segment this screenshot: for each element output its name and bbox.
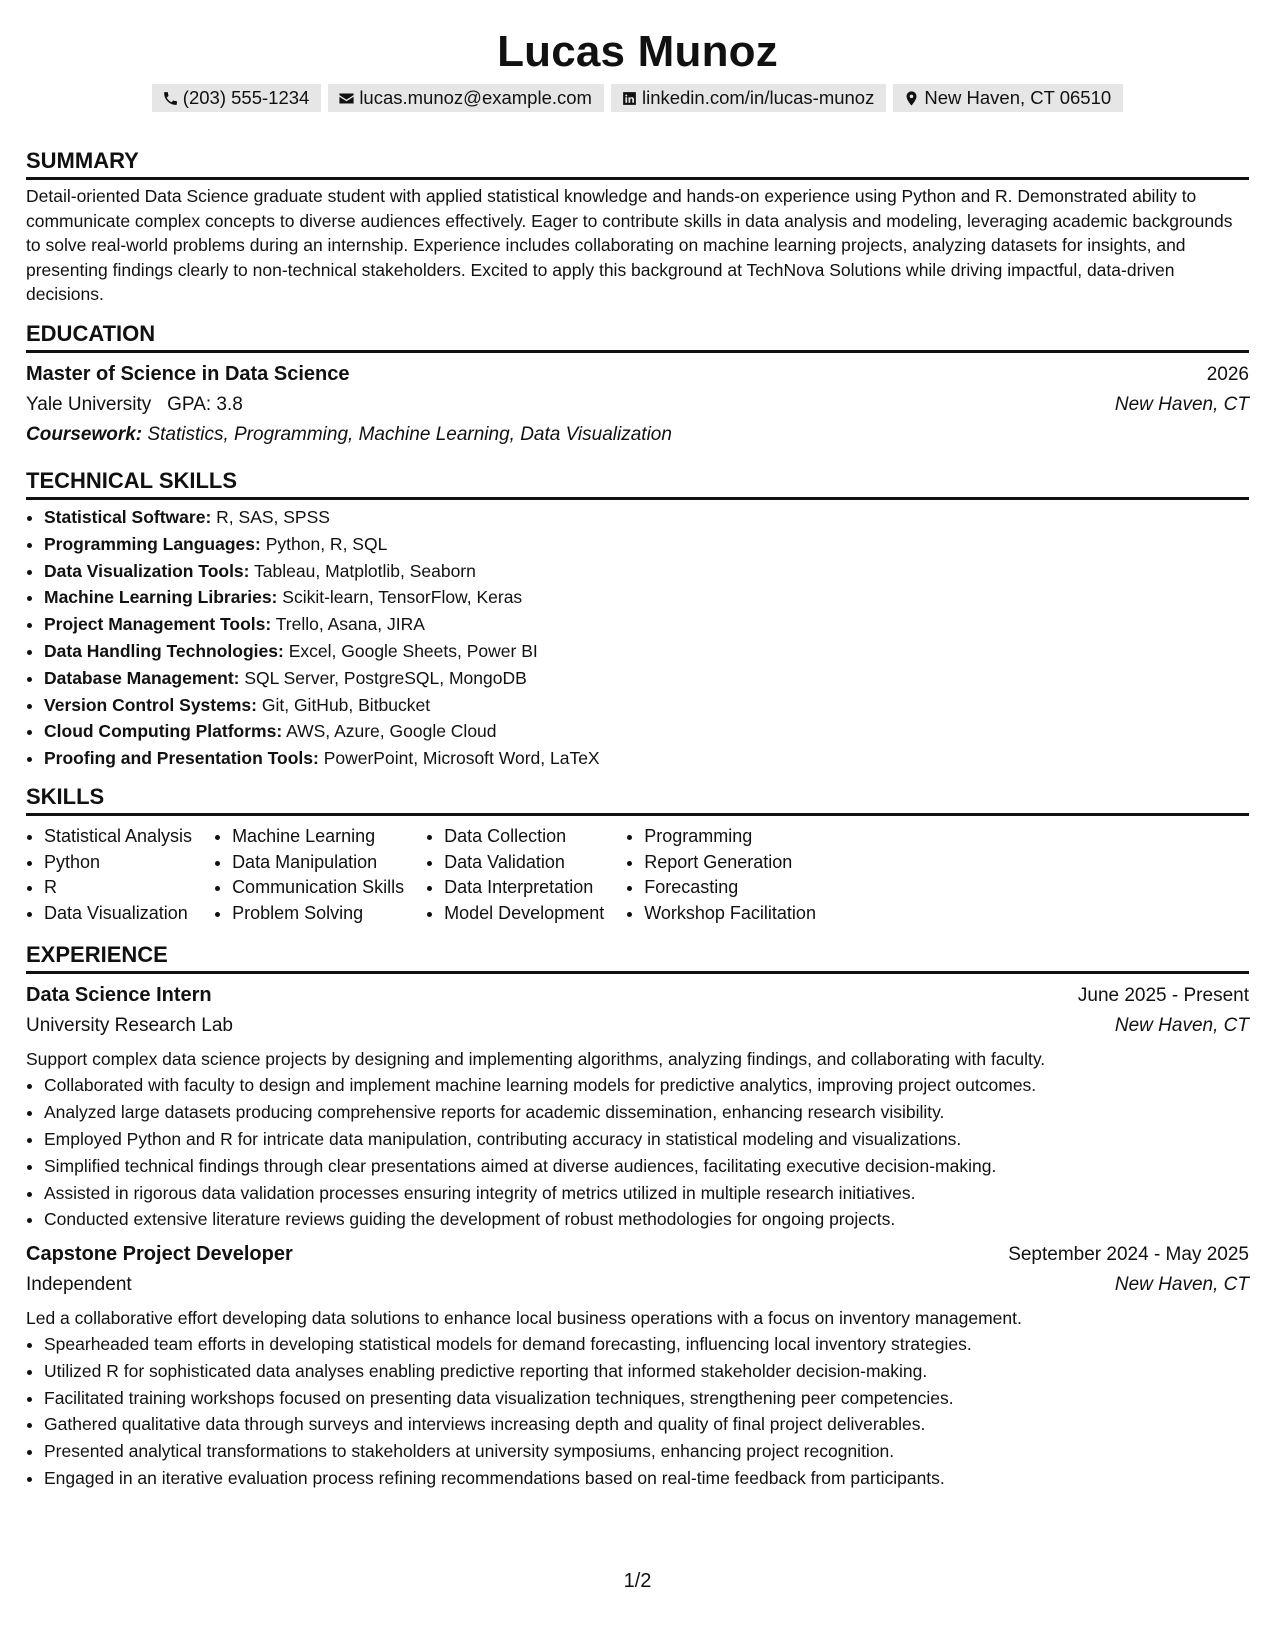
coursework-list: Statistics, Programming, Machine Learning, Data Visualization xyxy=(147,423,672,445)
list-item: • Forecasting xyxy=(644,875,816,901)
list-item: • R xyxy=(44,875,192,901)
list-item: • Presented analytical transformations to stakeholders at university symposiums, enhancing project recognition. xyxy=(44,1438,1249,1465)
education-section xyxy=(26,321,1249,450)
summary-section xyxy=(26,148,1249,307)
technical-skills-heading: TECHNICAL SKILLS xyxy=(26,468,1249,500)
technical-skills-list xyxy=(26,504,1249,772)
list-item: • Cloud Computing Platforms: AWS, Azure, Google Cloud xyxy=(44,718,1249,745)
list-item: • Data Visualization xyxy=(44,901,192,927)
job-title: Data Science Intern xyxy=(26,984,212,1007)
experience-section xyxy=(26,942,1249,1492)
list-item: • Database Management: SQL Server, PostgreSQL, MongoDB xyxy=(44,665,1249,692)
skills-grid xyxy=(26,824,1249,926)
skills-column-1 xyxy=(26,824,192,926)
skills-section xyxy=(26,784,1249,926)
list-item: • Conducted extensive literature reviews guiding the development of robust methodologies for ongoing projects. xyxy=(44,1206,1249,1233)
list-item: • Assisted in rigorous data validation processes ensuring integrity of metrics utilized in multiple research initiatives. xyxy=(44,1180,1249,1207)
coursework-line xyxy=(26,420,1249,450)
linkedin-chip[interactable] xyxy=(611,84,886,112)
list-item: • Project Management Tools: Trello, Asana, JIRA xyxy=(44,611,1249,638)
job-dates: September 2024 - May 2025 xyxy=(1008,1244,1249,1266)
experience-heading: EXPERIENCE xyxy=(26,942,1249,974)
location-text: New Haven, CT 06510 xyxy=(924,87,1112,108)
list-item: • Problem Solving xyxy=(232,901,404,927)
education-heading: EDUCATION xyxy=(26,321,1249,353)
list-item: • Gathered qualitative data through surveys and interviews increasing depth and quality of final project deliverables. xyxy=(44,1411,1249,1438)
list-item: • Facilitated training workshops focused on presenting data visualization techniques, strengthening peer competencies. xyxy=(44,1385,1249,1412)
list-item: • Workshop Facilitation xyxy=(644,901,816,927)
job-bullets xyxy=(26,1072,1249,1233)
coursework-label: Coursework: xyxy=(26,423,143,445)
degree-title: Master of Science in Data Science xyxy=(26,362,350,385)
list-item: • Version Control Systems: Git, GitHub, Bitbucket xyxy=(44,692,1249,719)
skills-column-3 xyxy=(426,824,604,926)
job-dates: June 2025 - Present xyxy=(1077,985,1249,1007)
envelope-icon xyxy=(338,90,355,107)
list-item: • Programming Languages: Python, R, SQL xyxy=(44,531,1249,558)
phone-text: (203) 555-1234 xyxy=(182,87,310,108)
list-item: • Programming xyxy=(644,824,816,850)
school-name: Yale University xyxy=(26,393,152,415)
list-item: • Spearheaded team efforts in developing statistical models for demand forecasting, influencing local inventory strategies. xyxy=(44,1331,1249,1358)
list-item: • Statistical Software: R, SAS, SPSS xyxy=(44,504,1249,531)
job-entry xyxy=(26,1239,1249,1492)
list-item: • Model Development xyxy=(444,901,604,927)
job-organization: Independent xyxy=(26,1274,132,1296)
list-item: • Simplified technical findings through clear presentations aimed at diverse audiences, facilitating executive decision-making. xyxy=(44,1153,1249,1180)
phone-icon xyxy=(162,90,179,107)
summary-text: Detail-oriented Data Science graduate student with applied statistical knowledge and hands-on experience using Python and R. Demonstrated ability to communicate complex concepts to diverse audiences effectively. Eager to contribute skills in data analysis and modeling, leveraging academic backgrounds to solve real-world problems during an internship. Experience includes collaborating on machine learning projects, analyzing datasets for insights, and presenting findings clearly to non-technical stakeholders. Excited to apply this background at TechNova Solutions while driving impactful, data-driven decisions. xyxy=(26,186,1233,305)
list-item: • Report Generation xyxy=(644,850,816,876)
summary-heading: SUMMARY xyxy=(26,148,1249,180)
list-item: • Data Visualization Tools: Tableau, Matplotlib, Seaborn xyxy=(44,558,1249,585)
list-item: • Engaged in an iterative evaluation process refining recommendations based on real-time feedback from participants. xyxy=(44,1465,1249,1492)
list-item: • Data Handling Technologies: Excel, Google Sheets, Power BI xyxy=(44,638,1249,665)
list-item: • Analyzed large datasets producing comprehensive reports for academic dissemination, enhancing research visibility. xyxy=(44,1099,1249,1126)
phone-chip[interactable] xyxy=(152,84,322,112)
list-item: • Machine Learning Libraries: Scikit-learn, TensorFlow, Keras xyxy=(44,584,1249,611)
email-chip[interactable] xyxy=(328,84,604,112)
map-pin-icon xyxy=(903,90,920,107)
job-entry xyxy=(26,980,1249,1233)
list-item: • Data Validation xyxy=(444,850,604,876)
list-item: • Communication Skills xyxy=(232,875,404,901)
list-item: • Utilized R for sophisticated data analyses enabling predictive reporting that informed stakeholder decision-making. xyxy=(44,1358,1249,1385)
skills-column-4 xyxy=(626,824,816,926)
job-title: Capstone Project Developer xyxy=(26,1243,293,1266)
graduation-year: 2026 xyxy=(1206,363,1249,385)
list-item: • Employed Python and R for intricate data manipulation, contributing accuracy in statistical modeling and visualizations. xyxy=(44,1126,1249,1153)
list-item: • Data Collection xyxy=(444,824,604,850)
linkedin-icon xyxy=(621,90,638,107)
job-description: Led a collaborative effort developing data solutions to enhance local business operations with a focus on inventory management. xyxy=(26,1308,1022,1329)
education-location: New Haven, CT xyxy=(1114,393,1249,415)
page-number: 1/2 xyxy=(623,1570,652,1592)
list-item: • Data Interpretation xyxy=(444,875,604,901)
location-chip xyxy=(893,84,1123,112)
skills-heading: SKILLS xyxy=(26,784,1249,816)
list-item: • Data Manipulation xyxy=(232,850,404,876)
list-item: • Collaborated with faculty to design and implement machine learning models for predictive analytics, improving project outcomes. xyxy=(44,1072,1249,1099)
job-bullets xyxy=(26,1331,1249,1492)
job-location: New Haven, CT xyxy=(1114,1274,1249,1296)
job-location: New Haven, CT xyxy=(1114,1015,1249,1037)
email-text: lucas.munoz@example.com xyxy=(359,87,592,108)
contact-bar xyxy=(26,84,1249,112)
job-description: Support complex data science projects by designing and implementing algorithms, analyzing findings, and collaborating with faculty. xyxy=(26,1049,1046,1070)
technical-skills-section xyxy=(26,468,1249,772)
candidate-name: Lucas Munoz xyxy=(497,27,778,76)
linkedin-text: linkedin.com/in/lucas-munoz xyxy=(641,87,875,108)
list-item: • Proofing and Presentation Tools: PowerPoint, Microsoft Word, LaTeX xyxy=(44,745,1249,772)
gpa: GPA: 3.8 xyxy=(167,393,243,415)
skills-column-2 xyxy=(214,824,404,926)
list-item: • Statistical Analysis xyxy=(44,824,192,850)
job-organization: University Research Lab xyxy=(26,1015,233,1037)
list-item: • Machine Learning xyxy=(232,824,404,850)
list-item: • Python xyxy=(44,850,192,876)
